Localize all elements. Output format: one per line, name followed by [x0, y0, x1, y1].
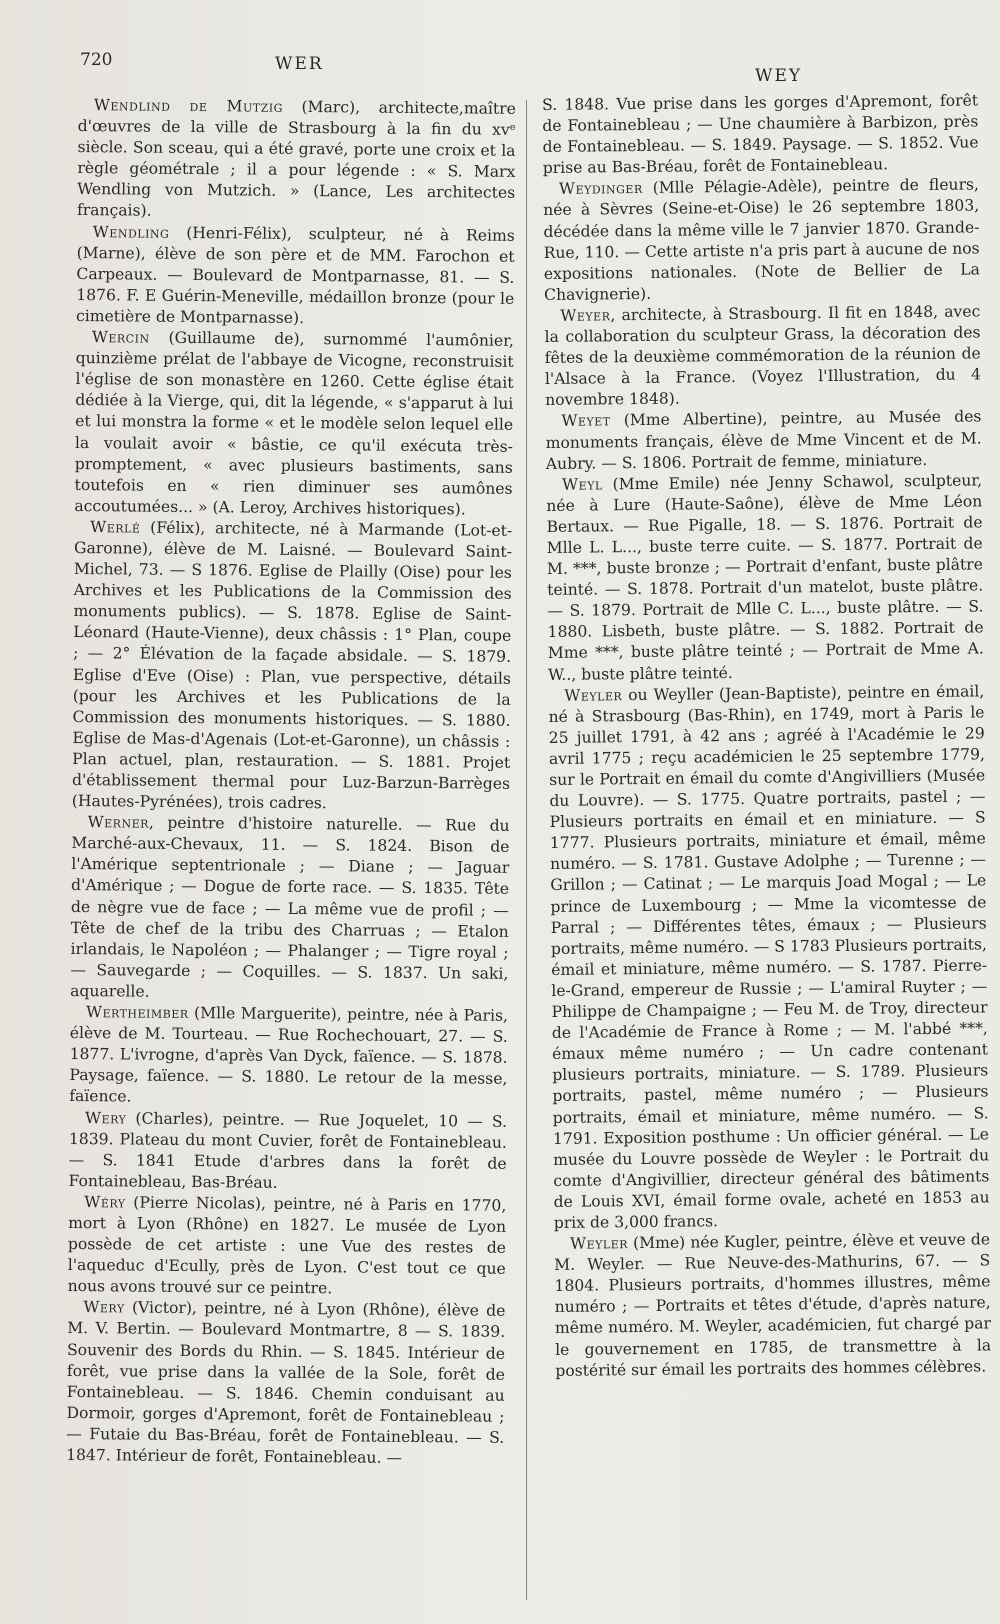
entry-name: Wendlind de Mutzig	[93, 96, 283, 116]
entry-name: Wery	[84, 1108, 127, 1127]
entry-text: (Mlle Pélagie-Adèle), peintre de fleurs, née à Sèvres (Seine-et-Oise) le 26 septembre 1803, décédée dans la même ville le 7 janvier 1870. Grande-Rue, 110. — Cette artiste n'a pris part à aucune de nos expositions nationales. (Note de Bellier de La Chavignerie).	[543, 175, 980, 304]
entry-werle	[72, 517, 513, 816]
entry-text: (Mlle Marguerite), peintre, née à Paris, élève de M. Tourteau. — Rue Rochechouart, 27. — S. 1877. L'ivrogne, d'après Van Dyck, faïence. — S. 1878. Paysage, faïence. — S. 1880. Le retour de la messe, faïence.	[69, 1004, 509, 1106]
entry-text: , architecte, à Strasbourg. Il fit en 1848, avec la collaboration du sculpteur Grass, la décoration des fêtes de la deuxième commémoration de la réunion de l'Alsace à la France. (Voyez l'Illustration, du 4 novembre 1848).	[544, 302, 982, 410]
entry-text: (Mme Emile) née Jenny Schawol, sculpteur, née à Lure (Haute-Saône), élève de Mme Léon Bertaux. — Rue Pigalle, 18. — S. 1876. Portrait de Mlle L. L..., buste terre cuite. — S. 1877. Portrait de M. ***, buste bronze ; — Portrait d'enfant, buste plâtre teinté. — S. 1878. Portrait d'un matelot, buste plâtre. — S. 1879. Portrait de Mlle C. L..., buste plâtre. — S. 1880. Lisbeth, buste plâtre. — S. 1882. Portrait de Mme ***, buste plâtre teinté ; — Portrait de Mme A. W.., buste plâtre teinté.	[546, 471, 984, 684]
entry-text: (Charles), peintre. — Rue Joquelet, 10 — S. 1839. Plateau du mont Cuvier, forêt de Fontainebleau. — S. 1841 Etude d'arbres dans la forêt de Fontainebleau, Bas-Bréau.	[68, 1108, 508, 1192]
entry-text: (Henri-Félix), sculpteur, né à Reims (Marne), élève de son père et de MM. Farochon et Carpeaux. — Boulevard de Montparnasse, 81. — S. 1876. F. E Guérin-Meneville, médaillon bronze (pour le cimetière de Montparnasse).	[75, 223, 515, 327]
column-divider	[526, 100, 527, 1600]
running-head-right: WEY	[755, 66, 803, 86]
entry-weydinger	[543, 175, 980, 306]
entry-text: (Mme Albertine), peintre, au Musée des monuments français, élève de Mme Vincent et de M. Aubry. — S. 1806. Portrait de femme, miniature.	[545, 407, 982, 473]
entry-werner	[70, 812, 510, 1006]
entry-wercin	[74, 327, 514, 521]
entry-wery-pierre	[68, 1192, 507, 1301]
left-column	[66, 95, 516, 1470]
entry-name: Weyl	[561, 475, 603, 494]
entry-name: Wertheimber	[85, 1003, 189, 1023]
entry-wery-charles	[68, 1107, 507, 1195]
entry-weyer	[544, 301, 981, 411]
page-number: 720	[80, 50, 113, 70]
entry-name: Weyer	[560, 306, 611, 325]
entry-weyler-mme	[554, 1229, 992, 1381]
entry-text: ou Weyller (Jean-Baptiste), peintre en émail, né à Strasbourg (Bas-Rhin), en 1749, mort à Paris le 25 juillet 1791, à 42 ans ; agréé à l'Académie le 29 avril 1775 ; reçu académicien le 25 septembre 1779, sur le Portrait en émail du comte d'Angivilliers (Musée du Louvre). — S. 1775. Quatre portraits, pastel ; — Plusieurs portraits en émail et en miniature. — S 1777. Plusieurs portraits, miniature et émail, même numéro. — S. 1781. Gustave Adolphe ; — Turenne ; — Grillon ; — Catinat ; — Le marquis Joad Mogal ; — Le prince de Luxembourg ; — Mme la vicomtesse de Parral ; — Différentes têtes, émaux ; — Plusieurs portraits, même numéro. — S 1783 Plusieurs portraits, émail et miniature, même numéro. — S. 1787. Pierre-le-Grand, empereur de Russie ; — L'amiral Ruyter ; — Philippe de Champaigne ; — Feu M. de Troy, directeur de l'Académie de France à Rome ; — M. l'abbé ***, émaux même numéro ; — Un cadre contenant plusieurs portraits, miniature. — S. 1789. Plusieurs portraits, pastel, même numéro ; — Plusieurs portraits, émail et miniature, même numéro. — S. 1791. Exposition posthume : Un officier général. — Le musée du Louvre possède de Weyler : le Portrait du comte d'Angivillier, directeur général des bâtiments de Louis XVI, émail forme ovale, acheté en 1853 au prix de 3,000 francs.	[548, 682, 990, 1232]
entry-weyl	[546, 470, 984, 685]
entry-wertheimber	[69, 1002, 508, 1111]
entry-name: Werlé	[90, 517, 141, 537]
entry-wery-victor	[66, 1297, 505, 1470]
entry-name: Wery	[83, 1298, 125, 1317]
entry-name: Weyet	[561, 411, 611, 431]
entry-text: (Mme) née Kugler, peintre, élève et veuve de M. Weyler. — Rue Neuve-des-Mathurins, 67. — S 1804. Plusieurs portraits, d'hommes illustres, même numéro ; — Portraits et têtes d'étude, d'après nature, même numéro. M. Weyler, académicien, fut chargé par le gouvernement en 1785, de transmettre à la postérité sur émail les portraits des hommes célèbres.	[554, 1230, 992, 1380]
entry-text: S. 1848. Vue prise dans les gorges d'Apremont, forêt de Fontainebleau ; — Une chaumière à Barbizon, près de Fontainebleau. — S. 1849. Paysage. — S. 1852. Vue prise au Bas-Bréau, forêt de Fontainebleau.	[542, 91, 979, 178]
entry-text: (Marc), architecte,maître d'œuvres de la ville de Strasbourg à la fin du xvᵉ siècle. Son sceau, qui a été gravé, porte une croix et la règle géométrale ; il a pour légende : « S. Marx Wendling von Mutzich. » (Lance, Les architectes français).	[76, 97, 516, 221]
entry-text: (Guillaume de), surnommé l'aumônier, quinzième prélat de l'abbaye de Vicogne, reconstruisit l'église de son monastère en 1260. Cette église était dédiée à la Vierge, qui, dit la légende, « s'apparut à lui et lui monstra la forme « et le modèle selon lequel elle la voulait avoir « bâstie, ce qu'il exécuta très-promptement, « avec plusieurs bastiments, sans toutefois en « rien diminuer ses aumônes accoutumées... » (A. Leroy, Archives historiques).	[74, 328, 514, 519]
entry-name: Weyler	[564, 685, 623, 705]
entry-wendling	[76, 222, 515, 331]
entry-name: Weyler	[569, 1234, 629, 1253]
entry-wendlind	[77, 95, 516, 225]
entry-name: Weydinger	[558, 179, 643, 199]
entry-wery-victor-continued	[542, 90, 979, 179]
right-column	[542, 90, 991, 1381]
entry-name: Wéry	[84, 1192, 126, 1212]
entry-text: (Félix), architecte, né à Marmande (Lot-et-Garonne), élève de M. Laisné. — Boulevard Saint-Michel, 73. — S 1876. Eglise de Plailly (Oise) pour les Archives et les Publications de la Commission des monuments publics). — S. 1878. Eglise de Saint-Léonard (Haute-Vienne), deux châssis : 1° Plan, coupe ; — 2° Élévation de la façade absidale. — S. 1879. Eglise d'Eve (Oise) : Plan, vue perspective, détails (pour les Archives et les Publications de la Commission des monuments historiques. — S. 1880. Eglise de Mas-d'Agenais (Lot-et-Garonne), un châssis : Plan actuel, plan, restauration. — S. 1881. Projet d'établissement thermal pour Luz-Barzun-Barrèges (Hautes-Pyrénées), trois cadres.	[71, 518, 513, 813]
entry-name: Wercin	[91, 328, 150, 347]
entry-weyler-jean-baptiste	[548, 681, 990, 1234]
entry-name: Werner	[87, 813, 150, 832]
entry-text: (Victor), peintre, né à Lyon (Rhône), élève de M. V. Bertin. — Boulevard Montmartre, 8 — S. 1839. Souvenir des Bords du Rhin. — S. 1845. Intérieur de forêt, vue prise dans la vallée de la Sole, forêt de Fontainebleau. — S. 1846. Chemin conduisant au Dormoir, gorges d'Apremont, forêt de Fontainebleau ; — Futaie du Bas-Bréau, forêt de Fontainebleau. — S. 1847. Intérieur de forêt, Fontainebleau. —	[66, 1298, 506, 1467]
running-head-left: WER	[275, 54, 324, 74]
entry-name: Wendling	[92, 222, 170, 242]
entry-text: (Pierre Nicolas), peintre, né à Paris en 1770, mort à Lyon (Rhône) en 1827. Le musée de Lyon possède de cet artiste : une Vue des restes de l'aqueduc d'Ecully, près de Lyon. C'est tout ce que nous avons trouvé sur ce peintre.	[67, 1193, 507, 1298]
entry-text: , peintre d'histoire naturelle. — Rue du Marché-aux-Chevaux, 11. — S. 1824. Bison de l'Amérique septentrionale ; — Diane ; — Jaguar d'Amérique ; — Dogue de forte race. — S. 1835. Tête de nègre vue de face ; — La même vue de profil ; — Tête de chef de la tribu des Charruas ; — Etalon irlandais, le Napoléon ; — Phalanger ; — Tigre royal ; — Sauvegarde ; — Coquilles. — S. 1837. Un saki, aquarelle.	[70, 813, 510, 1001]
entry-weyet	[545, 407, 982, 475]
